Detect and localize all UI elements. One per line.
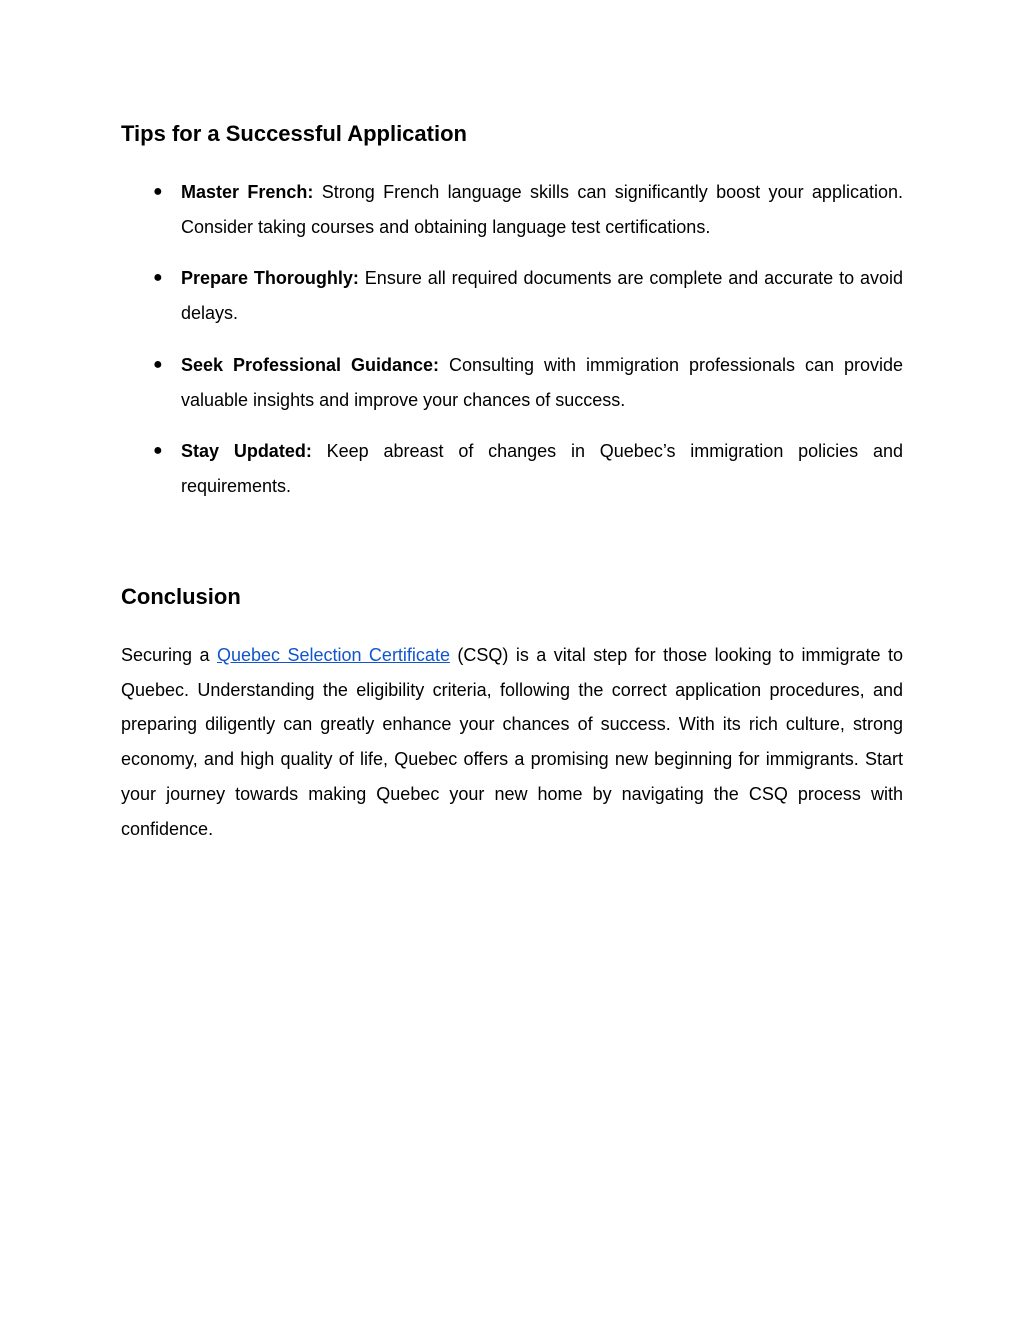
conclusion-text-before-link: Securing a xyxy=(121,645,210,665)
tips-heading: Tips for a Successful Application xyxy=(121,121,467,146)
list-item xyxy=(121,175,903,244)
csq-link[interactable]: Quebec Selection Certificate xyxy=(216,645,450,665)
conclusion-paragraph xyxy=(121,638,903,846)
conclusion-heading: Conclusion xyxy=(121,584,241,609)
tip-term: Prepare Thoroughly: xyxy=(181,268,359,289)
tip-term: Seek Professional Guidance: xyxy=(181,354,440,375)
bullet-icon: ● xyxy=(153,183,163,200)
tip-term: Master French: xyxy=(181,182,314,202)
tip-text: Ensure all required documents are complete and accurate to avoid delays. xyxy=(181,268,903,324)
tip-term: Stay Updated: xyxy=(181,441,312,462)
tip-text: Consulting with immigration professionals can provide valuable insights and improve your chances of success. xyxy=(181,354,903,410)
conclusion-text-after-link: (CSQ) is a vital step for those looking to immigrate to Quebec. Understanding the eligibility criteria, following the correct application procedures, and preparing diligently can greatly enhance your chances of success. With its rich culture, strong economy, and high quality of life, Quebec offers a promising new beginning for immigrants. Start your journey towards making Quebec your new home by navigating the CSQ process with confidence. xyxy=(121,645,903,839)
list-item xyxy=(121,348,903,417)
tip-text: Keep abreast of changes in Quebec’s immigration policies and requirements. xyxy=(181,441,903,496)
bullet-icon: ● xyxy=(153,269,163,287)
tips-list xyxy=(121,175,903,521)
bullet-icon: ● xyxy=(153,355,163,373)
list-item xyxy=(121,261,903,330)
tip-text: Strong French language skills can significantly boost your application. Consider taking courses and obtaining language test certifications. xyxy=(181,182,903,237)
bullet-icon: ● xyxy=(153,442,163,460)
list-item xyxy=(121,434,903,503)
